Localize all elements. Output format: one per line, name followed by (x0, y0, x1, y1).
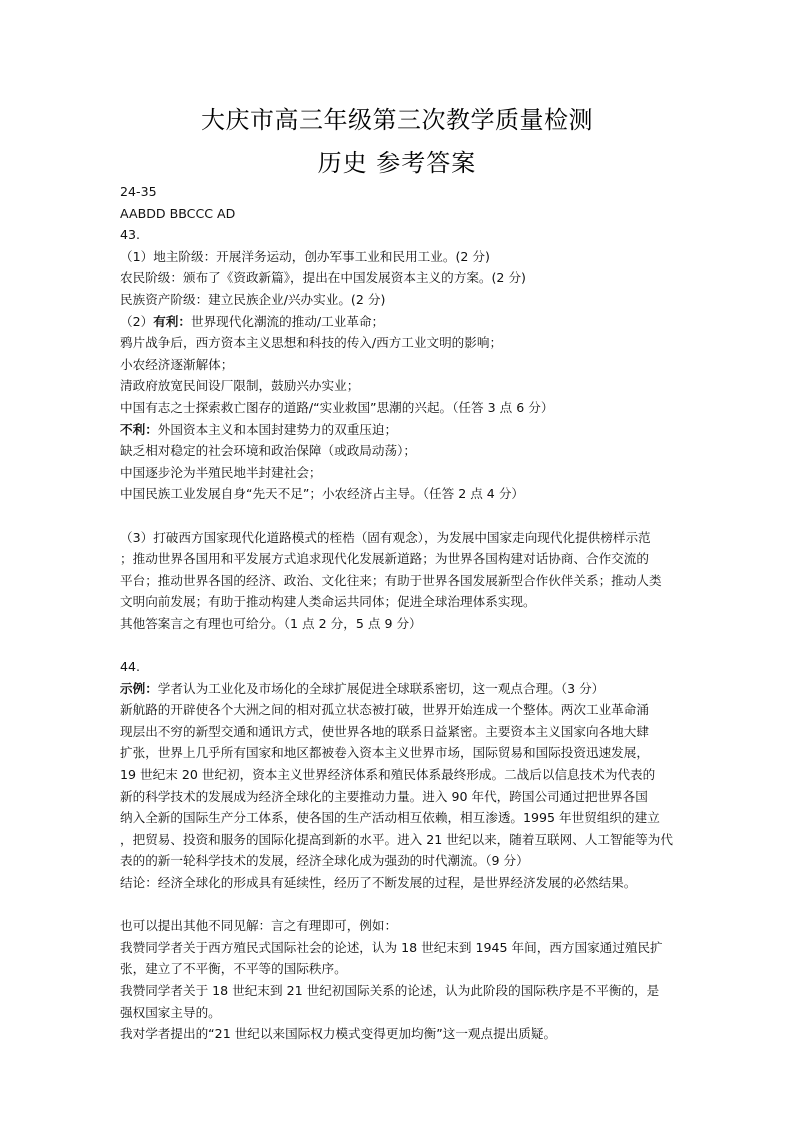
q44-body-line4: 19 世纪末 20 世纪初，资本主义世界经济体系和殖民体系最终形成。二战后以信息技术为代表的 (120, 767, 656, 783)
q43-unfavorable-3: 中国逐步沦为半殖民地半封建社会； (120, 464, 322, 480)
q43-part3-line1: （3）打破西方国家现代化道路模式的桎梏（固有观念），为发展中国家走向现代化提供榜样示范 (120, 529, 651, 545)
q43-unfavorable-1: 外国资本主义和本国封建势力的双重压迫； (157, 421, 398, 437)
q43-part2-favorable-line (120, 311, 680, 333)
q43-unfavorable-line (120, 419, 680, 441)
q44-body-line3: 扩张，世界上几乎所有国家和地区都被卷入资本主义世界市场，国际贸易和国际投资迅速发展， (120, 745, 649, 761)
q44-alt1-line2: 张，建立了不平衡，不平等的国际秩序。 (120, 961, 347, 977)
q44-example-line (120, 678, 680, 700)
q44-body-line6: 纳入全新的国际生产分工体系，使各国的生产活动相互依赖，相互渗透。1995 年世贸组织的建立 (120, 810, 660, 826)
q44-alt1-line1: 我赞同学者关于西方殖民式国际社会的论述，认为 18 世纪末到 1945 年间，西方国家通过殖民扩 (120, 939, 663, 955)
q44-body-line7: ，把贸易、投资和服务的国际化提高到新的水平。进入 21 世纪以来，随着互联网、人工智能等为代 (120, 831, 673, 847)
q43-part3-line4: 文明向前发展；有助于推动构建人类命运共同体；促进全球治理体系实现。 (120, 594, 536, 610)
answer-body (120, 181, 680, 1045)
q44-conclusion: 结论：经济全球化的形成具有延续性，经历了不断发展的过程，是世界经济发展的必然结果。 (120, 875, 637, 890)
document-title: 大庆市高三年级第三次教学质量检测 (201, 106, 593, 134)
q44-body-line5: 新的科学技术的发展成为经济全球化的主要推动力量。进入 90 年代，跨国公司通过把世界各国 (120, 788, 648, 804)
mc-range: 24-35 (120, 184, 157, 199)
q43-part3-note: 其他答案言之有理也可给分。（1 点 2 分，5 点 9 分） (120, 615, 422, 631)
q44-body-line2: 现层出不穷的新型交通和通讯方式，使世界各地的联系日益紧密。主要资本主义国家向各地大肆 (120, 723, 649, 739)
q43-favorable-2: 鸦片战争后，西方资本主义思想和科技的传入/西方工业文明的影响； (120, 335, 503, 351)
spacer (120, 634, 680, 656)
q43-unfavorable-4: 中国民族工业发展自身“先天不足”；小农经济占主导。（任答 2 点 4 分） (120, 486, 525, 502)
q43-part1-bourgeoisie: 民族资产阶级：建立民族企业/兴办实业。(2 分) (120, 291, 386, 307)
q44-number: 44. (120, 659, 141, 675)
q43-unfavorable-2: 缺乏相对稳定的社会环境和政治保障（或政局动荡）； (120, 443, 416, 459)
q43-unfavorable-label: 不利： (120, 421, 158, 437)
q44-example-claim: 学者认为工业化及市场化的全球扩展促进全球联系密切，这一观点合理。（3 分） (157, 680, 605, 696)
mc-answers: AABDD BBCCC AD (120, 205, 236, 221)
q43-part1-peasant: 农民阶级：颁布了《资政新篇》，提出在中国发展资本主义的方案。(2 分) (120, 270, 526, 286)
q44-alt2-line2: 强权国家主导的。 (120, 1004, 221, 1020)
spacer (120, 505, 680, 527)
q44-alt2-line1: 我赞同学者关于 18 世纪末到 21 世纪初国际关系的论述，认为此阶段的国际秩序是不平衡的，是 (120, 982, 660, 998)
q43-favorable-3: 小农经济逐渐解体； (120, 356, 234, 372)
q43-part2-prefix: （2） (120, 313, 154, 329)
q44-body-line8: 表的的新一轮科学技术的发展，经济全球化成为强劲的时代潮流。（9 分） (120, 853, 529, 869)
q44-body-line1: 新航路的开辟使各个大洲之间的相对孤立状态被打破，世界开始连成一个整体。两次工业革命涌 (120, 702, 649, 718)
q43-favorable-5: 中国有志之士探索救亡图存的道路/“实业救国”思潮的兴起。（任答 3 点 6 分） (120, 399, 554, 415)
q44-alt3: 我对学者提出的“21 世纪以来国际权力模式变得更加均衡”这一观点提出质疑。 (120, 1026, 557, 1042)
q43-favorable-1: 世界现代化潮流的推动/工业革命； (190, 313, 385, 329)
q43-part1-landlord: （1）地主阶级：开展洋务运动，创办军事工业和民用工业。(2 分) (120, 248, 490, 264)
q43-favorable-4: 清政府放宽民间设厂限制，鼓励兴办实业； (120, 378, 360, 394)
q43-number: 43. (120, 227, 141, 243)
q43-favorable-label: 有利： (153, 313, 191, 329)
q44-example-label: 示例： (120, 680, 158, 696)
q43-part3-line2: ；推动世界各国用和平发展方式追求现代化发展新道路；为世界各国构建对话协商、合作交流的 (120, 551, 649, 567)
spacer (120, 894, 680, 916)
q43-part3-line3: 平台；推动世界各国的经济、政治、文化往来；有助于世界各国发展新型合作伙伴关系；推动人类 (120, 572, 662, 588)
q44-alt-intro: 也可以提出其他不同见解：言之有理即可，例如： (120, 918, 398, 934)
document-subtitle: 历史 参考答案 (317, 149, 477, 177)
